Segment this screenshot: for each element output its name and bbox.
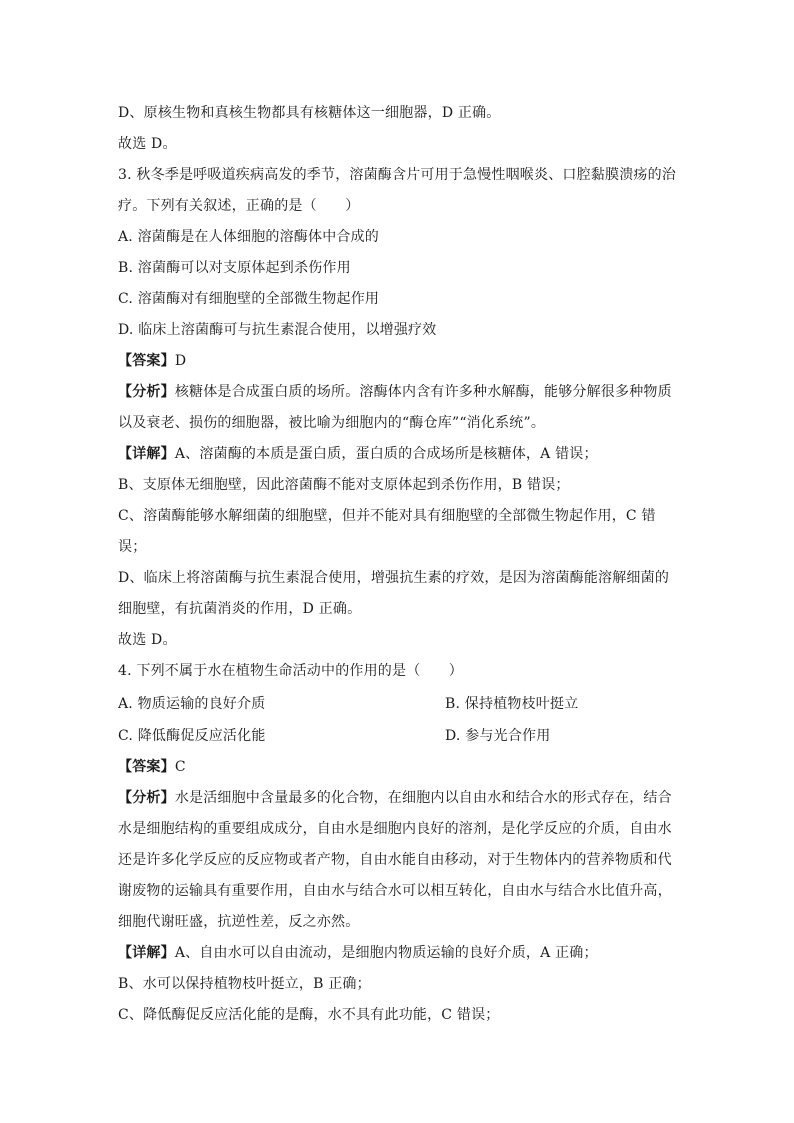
question-3-stem: 3. 秋冬季是呼吸道疾病高发的季节，溶菌酶含片可用于急慢性咽喉炎、口腔黏膜溃疡的治: [118, 167, 677, 183]
text-line: 故选 D。: [118, 136, 177, 152]
question-4-option-b: B. 保持植物枝叶挺立: [445, 696, 579, 712]
answer-tag: 【答案】: [118, 759, 175, 775]
detail-tag: 【详解】: [118, 945, 175, 961]
answer-tag: 【答案】: [118, 353, 175, 369]
text-line: 以及衰老、损伤的细胞器，被比喻为细胞内的“酶仓库”“消化系统”。: [118, 415, 546, 431]
text-line: 故选 D。: [118, 632, 177, 648]
analysis-line: 【分析】水是活细胞中含量最多的化合物，在细胞内以自由水和结合水的形式存在，结合: [118, 790, 672, 806]
text-line: 谢废物的运输具有重要作用，自由水与结合水可以相互转化，自由水与结合水比值升高，: [118, 883, 672, 899]
question-3-option-a: A. 溶菌酶是在人体细胞的溶酶体中合成的: [118, 229, 380, 245]
detail-tag: 【详解】: [118, 446, 175, 462]
text-line: D、临床上将溶菌酶与抗生素混合使用，增强抗生素的疗效，是因为溶菌酶能溶解细菌的: [118, 570, 670, 586]
text-line: C、降低酶促反应活化能的是酶，水不具有此功能，C 错误；: [118, 1007, 500, 1023]
question-3-option-c: C. 溶菌酶对有细胞壁的全部微生物起作用: [118, 291, 380, 307]
text-line: C、溶菌酶能够水解细菌的细胞壁，但并不能对具有细胞壁的全部微生物起作用，C 错: [118, 508, 656, 524]
detail-line: 【详解】A、溶菌酶的本质是蛋白质，蛋白质的合成场所是核糖体，A 错误；: [118, 446, 598, 462]
text-line: D、原核生物和真核生物都具有核糖体这一细胞器，D 正确。: [118, 105, 501, 121]
text-line: 误；: [118, 539, 147, 555]
text-line: B、支原体无细胞壁，因此溶菌酶不能对支原体起到杀伤作用，B 错误；: [118, 477, 570, 493]
text-line: 细胞壁，有抗菌消炎的作用，D 正确。: [118, 601, 362, 617]
question-3-option-b: B. 溶菌酶可以对支原体起到杀伤作用: [118, 260, 351, 276]
question-3-stem-cont: 疗。下列有关叙述，正确的是（ ）: [118, 198, 360, 214]
question-4-option-d: D. 参与光合作用: [445, 728, 551, 744]
text-line: 细胞代谢旺盛，抗逆性差，反之亦然。: [118, 914, 360, 930]
question-4-option-a: A. 物质运输的良好介质: [118, 696, 266, 712]
answer-line: 【答案】C: [118, 759, 186, 775]
question-3-option-d: D. 临床上溶菌酶可与抗生素混合使用，以增强疗效: [118, 322, 437, 338]
text-line: 还是许多化学反应的反应物或者产物，自由水能自由移动，对于生物体内的营养物质和代: [118, 852, 672, 868]
text-line: B、水可以保持植物枝叶挺立，B 正确；: [118, 976, 371, 992]
analysis-tag: 【分析】: [118, 790, 175, 806]
answer-line: 【答案】D: [118, 353, 187, 369]
analysis-tag: 【分析】: [118, 384, 175, 400]
question-4-stem: 4. 下列不属于水在植物生命活动中的作用的是（ ）: [118, 663, 464, 679]
question-4-option-c: C. 降低酶促反应活化能: [118, 728, 266, 744]
analysis-line: 【分析】核糖体是合成蛋白质的场所。溶酶体内含有许多种水解酶，能够分解很多种物质: [118, 384, 672, 400]
text-line: 水是细胞结构的重要组成成分，自由水是细胞内良好的溶剂，是化学反应的介质，自由水: [118, 821, 672, 837]
detail-line: 【详解】A、自由水可以自由流动，是细胞内物质运输的良好介质，A 正确；: [118, 945, 598, 961]
